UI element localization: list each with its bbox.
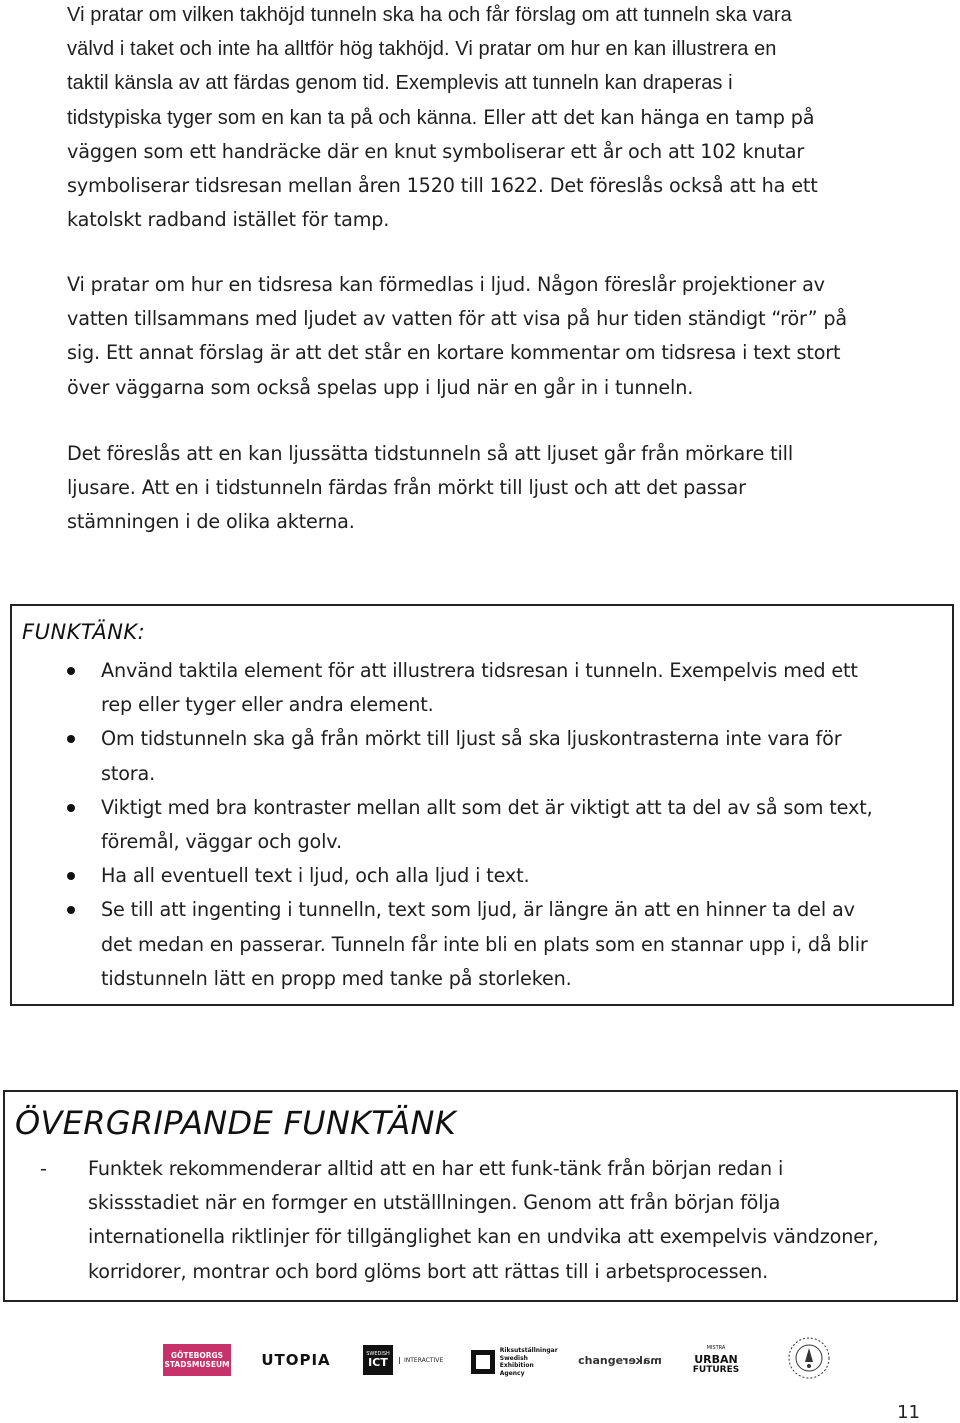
intro-paragraph: [67, 0, 937, 237]
funktank-title: FUNKTÄNK:: [22, 620, 146, 644]
overgripande-list: [40, 1152, 950, 1289]
paragraph-line: ljusare. Att en i tidstunneln färdas från mörkt till ljust och att det passar: [67, 476, 746, 500]
goteborgs-stadsmuseum-logo: [163, 1344, 231, 1376]
list-item: [67, 893, 947, 996]
paragraph-line: välvd i taket och inte ha alltför hög takhöjd. Vi pratar om hur en kan illustrera en: [67, 38, 777, 61]
paragraph-line: Det föreslås att en kan ljussätta tidstunneln så att ljuset går från mörkare till: [67, 442, 793, 465]
funktank-list: [67, 654, 947, 996]
seal-icon: [787, 1336, 831, 1380]
bullet-icon: [67, 906, 75, 914]
logo-text: FUTURES: [692, 1364, 740, 1375]
logo-text: Riksutställningar: [499, 1347, 558, 1354]
list-item-line: korridorer, montrar och bord glöms bort att rättas till i arbetsprocessen.: [88, 1259, 769, 1283]
list-item: [67, 859, 947, 893]
overgripande-box: [3, 1090, 958, 1302]
square-icon: [471, 1350, 495, 1374]
logo-text: change: [578, 1353, 624, 1367]
list-item: [40, 1152, 950, 1289]
list-item-line: tidstunneln lätt en propp med tanke på storleken.: [101, 966, 572, 990]
funktank-box: [10, 604, 954, 1006]
logo-text: Swedish Exhibition: [499, 1354, 534, 1369]
paragraph-line: över väggarna som också spelas upp i ljud när en går in i tunneln.: [67, 375, 694, 399]
paragraph-line-part: Eller att det kan hänga en tamp på: [483, 105, 815, 129]
list-item: [67, 654, 947, 722]
page-number: 11: [897, 1402, 920, 1423]
paragraph-line: väggen som ett handräcke där en knut symboliserar ett år och att 102 knutar: [67, 139, 805, 163]
logo-text: UTOPIA: [261, 1351, 331, 1369]
list-item-line: Använd taktila element för att illustrera tidsresan i tunneln. Exempelvis med ett: [101, 659, 858, 682]
paragraph-line: taktil känsla av att färdas genom tid. Exemplevis att tunneln kan draperas i: [67, 72, 733, 95]
bullet-icon: [67, 872, 75, 880]
dash-bullet: -: [40, 1157, 47, 1180]
partner-logos: [0, 1330, 960, 1400]
logo-text: maker: [623, 1353, 662, 1367]
utopia-logo: [261, 1350, 331, 1370]
list-item-line: Viktigt med bra kontraster mellan allt som det är viktigt att ta del av så som text,: [101, 795, 873, 819]
paragraph-line: symboliserar tidsresan mellan åren 1520 till 1622. Det föreslås också att ha ett: [67, 174, 818, 198]
list-item: [67, 791, 947, 859]
bullet-icon: [67, 804, 75, 812]
paragraph-line: vatten tillsammans med ljudet av vatten för att visa på hur tiden ständigt “rör” på: [67, 307, 847, 331]
logo-text: Agency: [499, 1369, 525, 1377]
logo-text: INTERACTIVE: [399, 1357, 443, 1364]
mistra-urban-futures-logo: [686, 1338, 746, 1380]
logo-text: GÖTEBORGS: [170, 1351, 224, 1360]
ict-badge: [363, 1345, 393, 1375]
overgripande-title: ÖVERGRIPANDE FUNKTÄNK: [15, 1104, 457, 1142]
list-item-line: rep eller tyger eller andra element.: [101, 693, 434, 717]
list-item-line: Se till att ingenting i tunnelln, text som ljud, är längre än att en hinner ta del av: [101, 898, 855, 922]
changemaker-logo: [572, 1350, 668, 1370]
bullet-icon: [67, 735, 75, 743]
paragraph-line: stämningen i de olika akterna.: [67, 510, 355, 534]
paragraph-line: Vi pratar om vilken takhöjd tunneln ska ha och får förslag om att tunneln ska vara: [67, 4, 792, 26]
list-item-line: stora.: [101, 761, 156, 785]
seal-logo: [787, 1336, 831, 1380]
list-item-line: Om tidstunneln ska gå från mörkt till ljust så ska ljuskontrasterna inte vara för: [101, 727, 842, 751]
list-item-line: Ha all eventuell text i ljud, och alla ljud i text.: [101, 864, 530, 888]
paragraph-line: sig. Ett annat förslag är att det står en kortare kommentar om tidsresa i text stort: [67, 341, 841, 365]
light-paragraph: [67, 437, 937, 540]
sound-paragraph: [67, 268, 937, 405]
list-item: [67, 722, 947, 790]
list-item-line: skissstadiet när en formger en utställlningen. Genom att från början följa: [88, 1191, 781, 1215]
bullet-icon: [67, 667, 75, 675]
paragraph-line-part: tidstypiska tyger som en kan ta på och känna.: [67, 106, 478, 129]
logo-text: SWEDISH: [366, 1351, 390, 1357]
list-item-line: Funktek rekommenderar alltid att en har ett funk-tänk från början redan i: [88, 1157, 784, 1180]
paragraph-line: [67, 101, 937, 135]
riksutstallningar-logo: [471, 1342, 563, 1382]
paragraph-line: katolskt radband istället för tamp.: [67, 208, 390, 232]
paragraph-line: Vi pratar om hur en tidsresa kan förmedlas i ljud. Någon föreslår projektioner av: [67, 273, 825, 296]
logo-text: STADSMUSEUM: [164, 1360, 230, 1369]
list-item-line: föremål, väggar och golv.: [101, 830, 342, 854]
logo-text: MISTRA: [706, 1344, 726, 1351]
list-item-line: det medan en passerar. Tunneln får inte bli en plats som en stannar upp i, då blir: [101, 932, 868, 956]
swedish-ict-logo: [363, 1342, 463, 1378]
logo-text: ICT: [368, 1356, 388, 1369]
list-item-line: internationella riktlinjer för tillgänglighet kan en undvika att exempelvis vändzoner,: [88, 1225, 879, 1249]
logo-text: URBAN: [694, 1352, 738, 1366]
